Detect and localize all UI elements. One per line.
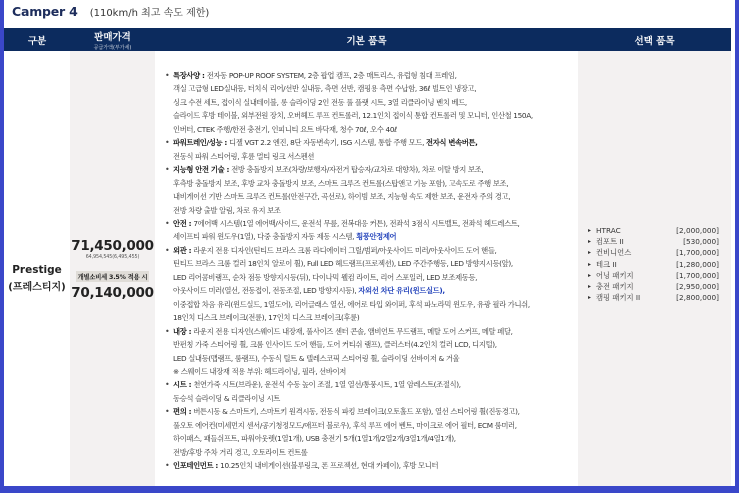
option-item — [588, 247, 719, 258]
feature-line: 이중접합 차음 유리(윈드실드, 1열도어), 리어글래스 열선, 에어로 타입 와이퍼, 후석 파노라믹 윈도우, 유광 필라 가니쉬, — [173, 299, 530, 309]
price-with-tax: 70,140,000 — [71, 285, 154, 301]
header-options — [578, 28, 731, 51]
price-main: 71,450,000 — [71, 238, 154, 254]
option-name: ▸ 어닝 패키지 — [588, 270, 634, 281]
header-grade-label: 구분 — [27, 35, 47, 47]
option-name: ▸ HTRAC — [588, 225, 621, 236]
option-item — [588, 292, 719, 303]
feature-label: 시트 — [173, 380, 187, 390]
model-title: Camper 4 — [12, 4, 78, 19]
feature-label: 인포테인먼트 — [173, 461, 214, 471]
feature-line: 반펀칭 가죽 스티어링 휠, 크롬 인사이드 도어 핸들, 도어 커티쉬 램프), 클러스터(4.2인치 컬러 LCD, 디지털), — [173, 340, 497, 350]
header-price — [70, 28, 155, 51]
feature-line: 전방/후방 주차 거리 경고, 오토라이트 컨트롤 — [173, 447, 308, 457]
feature-line: 전동식 파워 스티어링, 후륜 멀티 링크 서스펜션 — [173, 151, 315, 161]
feature-label: 내장 — [173, 326, 187, 336]
header-basic-label: 기본 품목 — [346, 35, 387, 47]
feature-item: • 인포테인먼트 : 10.25인치 내비게이션(블루링크, 폰 프로젝션, 현대 카페이), 후방 모니터 — [165, 459, 570, 472]
feature-line: 버튼시동 & 스마트키, 스마트키 원격시동, 전동식 파킹 브레이크(오토홀드 포함), 열선 스티어링 휠(진동경고), — [193, 407, 520, 417]
price-breakdown: 64,954,545(6,495,455) — [85, 255, 140, 260]
feature-line: 전자동 POP-UP ROOF SYSTEM, 2층 팝업 캠프, 2층 매트리스, 유럽형 침대 프레임, — [206, 71, 457, 80]
feature-label: 안전 — [173, 218, 187, 228]
option-name: ▸ 충전 패키지 — [588, 281, 634, 292]
option-item — [588, 281, 719, 292]
header-grade — [4, 28, 70, 51]
feature-item: • 편의 : 버튼시동 & 스마트키, 스마트키 원격시동, 전동식 파킹 브레이크(오토홀드 포함), 열선 스티어링 휠(진동경고), 풀오토 에어컨(미세먼지 센서/공기청정모드/애프터 블로우), 후석 루프 에어 벤트, 마이크로 에어 필터, ECM 룸미러, 하이패스, 패들쉬프트, 파워아웃렛(1열1개), USB 충전기 5개(1열1개/2열2개/3열1개/4열1개), 전방/후방 주차 거리 경고, 오토라이트 컨트롤 — [165, 405, 570, 459]
feature-item: • 지능형 안전 기술 : 전방 충돌방지 보조(차량/보행자/자전거 탑승자/교차로 대향차), 차로 이탈 방지 보조, 후측방 충돌방지 보조, 후방 교차 충돌방지 보조, 스마트 크루즈 컨트롤(스탑앤고 기능 포함), 고속도로 주행 보조, 내비게이션 기반 스마트 크루즈 컨트롤(안전구간, 곡선로), 하이빔 보조, 지능형 속도 제한 보조, 운전자 주의 경고, 전방 차량 출발 알림, 차로 유지 보조 — [165, 163, 570, 217]
feature-line: 세이프티 파워 윈도우(1열), 다중 충돌방지 자동 제동 시스템, — [173, 232, 357, 242]
option-price: [2,950,000] — [676, 282, 719, 292]
feature-line: LED 실내등(맵램프, 룸램프), 수동식 틸트 & 텔레스코픽 스티어링 휠, 슬라이딩 선바이저 & 거울 — [173, 353, 460, 363]
option-name: ▸ 컨비니언스 — [588, 247, 631, 258]
feature-line: 7에어백 시스템(1열 에어백/사이드, 운전석 무릎, 전복대응 커튼), 전좌석 3점식 시트벨트, 전좌석 헤드레스트, — [193, 218, 520, 228]
option-name: ▸ 컴포트 II — [588, 236, 624, 247]
option-price: [530,000] — [683, 237, 719, 247]
feature-line: 내비게이션 기반 스마트 크루즈 컨트롤(안전구간, 곡선로), 하이빔 보조, 지능형 속도 제한 보조, 운전자 주의 경고, — [173, 192, 511, 202]
feature-line: 후측방 충돌방지 보조, 후방 교차 충돌방지 보조, 스마트 크루즈 컨트롤(스탑앤고 기능 포함), 고속도로 주행 보조, — [173, 178, 509, 188]
option-item — [588, 225, 719, 236]
feature-label: 지능형 안전 기술 — [173, 165, 225, 175]
table-header — [4, 28, 731, 51]
option-price: [2,800,000] — [676, 293, 719, 303]
feature-line: 객실 고급형 LED실내등, 터치식 리어/선반 실내등, 측면 선반, 캠핑용 측면 수납함, 36ℓ 빌트인 냉장고, — [173, 84, 477, 94]
basic-features-cell — [155, 51, 578, 486]
feature-line: 슬라이드 후방 테이블, 외부전원 장치, 오버헤드 루프 컨트롤러, 12.1인치 접이식 통합 컨트롤러 및 모니터, 인산철 150A, — [173, 111, 533, 121]
option-item — [588, 236, 719, 247]
feature-line: 천연가죽 시트(브라운), 운전석 수동 높이 조절, 1열 열선/통풍시트, 1열 암레스트(조절식), — [193, 380, 461, 390]
feature-highlight: 횡풍안정제어 — [356, 232, 397, 242]
option-price: [2,000,000] — [676, 226, 719, 235]
feature-line: 디젤 VGT 2.2 엔진, 8단 자동변속기, ISG 시스템, 통합 주행 모드, — [229, 138, 427, 148]
feature-line: 틴티드 브라스 크롬 컬러 18인치 알로이 휠), Full LED 헤드램프(프로젝션), LED 주간주행등, LED 방향지시등(앞), — [173, 259, 513, 269]
feature-item: • 외관 : 라운지 전용 디자인(틴티드 브라스 크롬 라디에이터 그릴/범퍼/아웃사이드 미러/아웃사이드 도어 핸들, 틴티드 브라스 크롬 컬러 18인치 알로이 휠), Full LED 헤드램프(프로젝션), LED 주간주행등, LED 방향지시등(앞), LED 리어콤비램프, 순차 점등 방향지시등(뒤), 다이나믹 웰컴 라이트, 리어 스포일러, LED 보조제동등, 아웃사이드 미러(열선, 전동접이, 전동조절, LED 방향지시등), 자외선 차단 유리(윈드실드), 이중접합 차음 유리(윈드실드, 1열도어), 리어글래스 열선, 에어로 타입 와이퍼, 후석 파노라믹 윈도우, 유광 필라 가니쉬, 18인치 디스크 브레이크(전륜), 17인치 디스크 브레이크(후륜) — [165, 244, 570, 325]
trim-price-cell — [70, 51, 155, 486]
header-price-sub: 공급가액(부가세) — [93, 44, 132, 51]
feature-line: 동승석 슬라이딩 & 리클라이닝 시트 — [173, 393, 280, 403]
trim-name-ko: (프레스티지) — [8, 282, 66, 293]
feature-label: 편의 — [173, 407, 187, 417]
feature-line: 하이패스, 패들쉬프트, 파워아웃렛(1열1개), USB 충전기 5개(1열1개/2열2개/3열1개/4열1개), — [173, 434, 456, 444]
feature-line: 18인치 디스크 브레이크(전륜), 17인치 디스크 브레이크(후륜) — [173, 313, 360, 323]
option-name: ▸ 캠핑 패키지 II — [588, 292, 640, 303]
option-item — [588, 259, 719, 270]
header-options-label: 선택 품목 — [634, 35, 675, 47]
feature-line: 전방 차량 출발 알림, 차로 유지 보조 — [173, 205, 281, 215]
option-price: [1,280,000] — [676, 259, 719, 269]
title-row — [12, 4, 209, 22]
header-price-label: 판매가격 — [94, 31, 131, 43]
options-cell — [578, 51, 731, 486]
feature-line: ※ 스웨이드 내장재 적용 부위: 헤드라이닝, 필라, 선바이저 — [173, 366, 346, 376]
feature-label: 외관 — [173, 245, 187, 255]
feature-item: • 내장 : 라운지 전용 디자인(스웨이드 내장재, 풀사이즈 센터 콘솔, 앰비언트 무드램프, 메탈 도어 스커프, 메탈 페달, 반펀칭 가죽 스티어링 휠, 크롬 인사이드 도어 핸들, 도어 커티쉬 램프), 클러스터(4.2인치 컬러 LCD, 디지털), LED 실내등(맵램프, 룸램프), 수동식 틸트 & 텔레스코픽 스티어링 휠, 슬라이딩 선바이저 & 거울 ※ 스웨이드 내장재 적용 부위: 헤드라이닝, 필라, 선바이저 — [165, 325, 570, 379]
trim-row — [4, 51, 731, 486]
tax-badge: 개별소비세 3.5% 적용 시 — [76, 271, 150, 282]
feature-label: 파워트레인/성능 — [173, 138, 223, 148]
feature-bold-text: 전자식 변속버튼, — [426, 138, 478, 148]
feature-line: LED 리어콤비램프, 순차 점등 방향지시등(뒤), 다이나믹 웰컴 라이트, 리어 스포일러, LED 보조제동등, — [173, 272, 478, 282]
feature-highlight: 자외선 차단 유리(윈드실드), — [358, 286, 445, 296]
feature-label: 특장사양 — [173, 71, 200, 80]
option-item — [588, 270, 719, 281]
feature-line: 풀오토 에어컨(미세먼지 센서/공기청정모드/애프터 블로우), 후석 루프 에어 벤트, 마이크로 에어 필터, ECM 룸미러, — [173, 420, 517, 430]
feature-line: 아웃사이드 미러(열선, 전동접이, 전동조절, LED 방향지시등), — [173, 286, 359, 296]
option-price: [1,700,000] — [676, 270, 719, 280]
speed-limit-note: (110km/h 최고 속도 제한) — [89, 8, 210, 19]
feature-line: 인버터, CTEK 주행/한전 충전기, 인피니티 요트 바닥재, 청수 70ℓ, 오수 40ℓ — [173, 124, 397, 134]
feature-item: • 특장사양 : 전자동 POP-UP ROOF SYSTEM, 2층 팝업 캠프, 2층 매트리스, 유럽형 침대 프레임, 객실 고급형 LED실내등, 터치식 리어/선반 실내등, 측면 선반, 캠핑용 측면 수납함, 36ℓ 빌트인 냉장고, 싱크 수전 세트, 접이식 실내테이블, 롱 슬라이딩 2인 전동 풀 플랫 시트, 3열 리클라이닝 벤치 베드, 슬라이드 후방 테이블, 외부전원 장치, 오버헤드 루프 컨트롤러, 12.1인치 접이식 통합 컨트롤러 및 모니터, 인산철 150A, 인버터, CTEK 주행/한전 충전기, 인피니티 요트 바닥재, 청수 70ℓ, 오수 40ℓ — [165, 69, 570, 136]
feature-line: 싱크 수전 세트, 접이식 실내테이블, 롱 슬라이딩 2인 전동 풀 플랫 시트, 3열 리클라이닝 벤치 베드, — [173, 97, 467, 107]
feature-item: • 안전 : 7에어백 시스템(1열 에어백/사이드, 운전석 무릎, 전복대응 커튼), 전좌석 3점식 시트벨트, 전좌석 헤드레스트, 세이프티 파워 윈도우(1열), 다중 충돌방지 자동 제동 시스템, 횡풍안정제어 — [165, 217, 570, 244]
trim-grade-cell — [4, 51, 70, 486]
feature-line: 전방 충돌방지 보조(차량/보행자/자전거 탑승자/교차로 대향차), 차로 이탈 방지 보조, — [231, 165, 484, 175]
feature-item: • 파워트레인/성능 : 디젤 VGT 2.2 엔진, 8단 자동변속기, ISG 시스템, 통합 주행 모드, 전자식 변속버튼, 전동식 파워 스티어링, 후륜 멀티 링크 서스펜션 — [165, 136, 570, 163]
trim-name-en: Prestige — [12, 264, 62, 276]
header-basic — [155, 28, 578, 51]
feature-line: 라운지 전용 디자인(스웨이드 내장재, 풀사이즈 센터 콘솔, 앰비언트 무드램프, 메탈 도어 스커프, 메탈 페달, — [193, 326, 513, 336]
feature-line: 10.25인치 내비게이션(블루링크, 폰 프로젝션, 현대 카페이), 후방 모니터 — [220, 461, 439, 471]
feature-line: 라운지 전용 디자인(틴티드 브라스 크롬 라디에이터 그릴/범퍼/아웃사이드 미러/아웃사이드 도어 핸들, — [193, 245, 497, 255]
option-price: [1,700,000] — [676, 248, 719, 258]
feature-item: • 시트 : 천연가죽 시트(브라운), 운전석 수동 높이 조절, 1열 열선/통풍시트, 1열 암레스트(조절식), 동승석 슬라이딩 & 리클라이닝 시트 — [165, 378, 570, 405]
option-name: ▸ 테크 II — [588, 259, 617, 270]
